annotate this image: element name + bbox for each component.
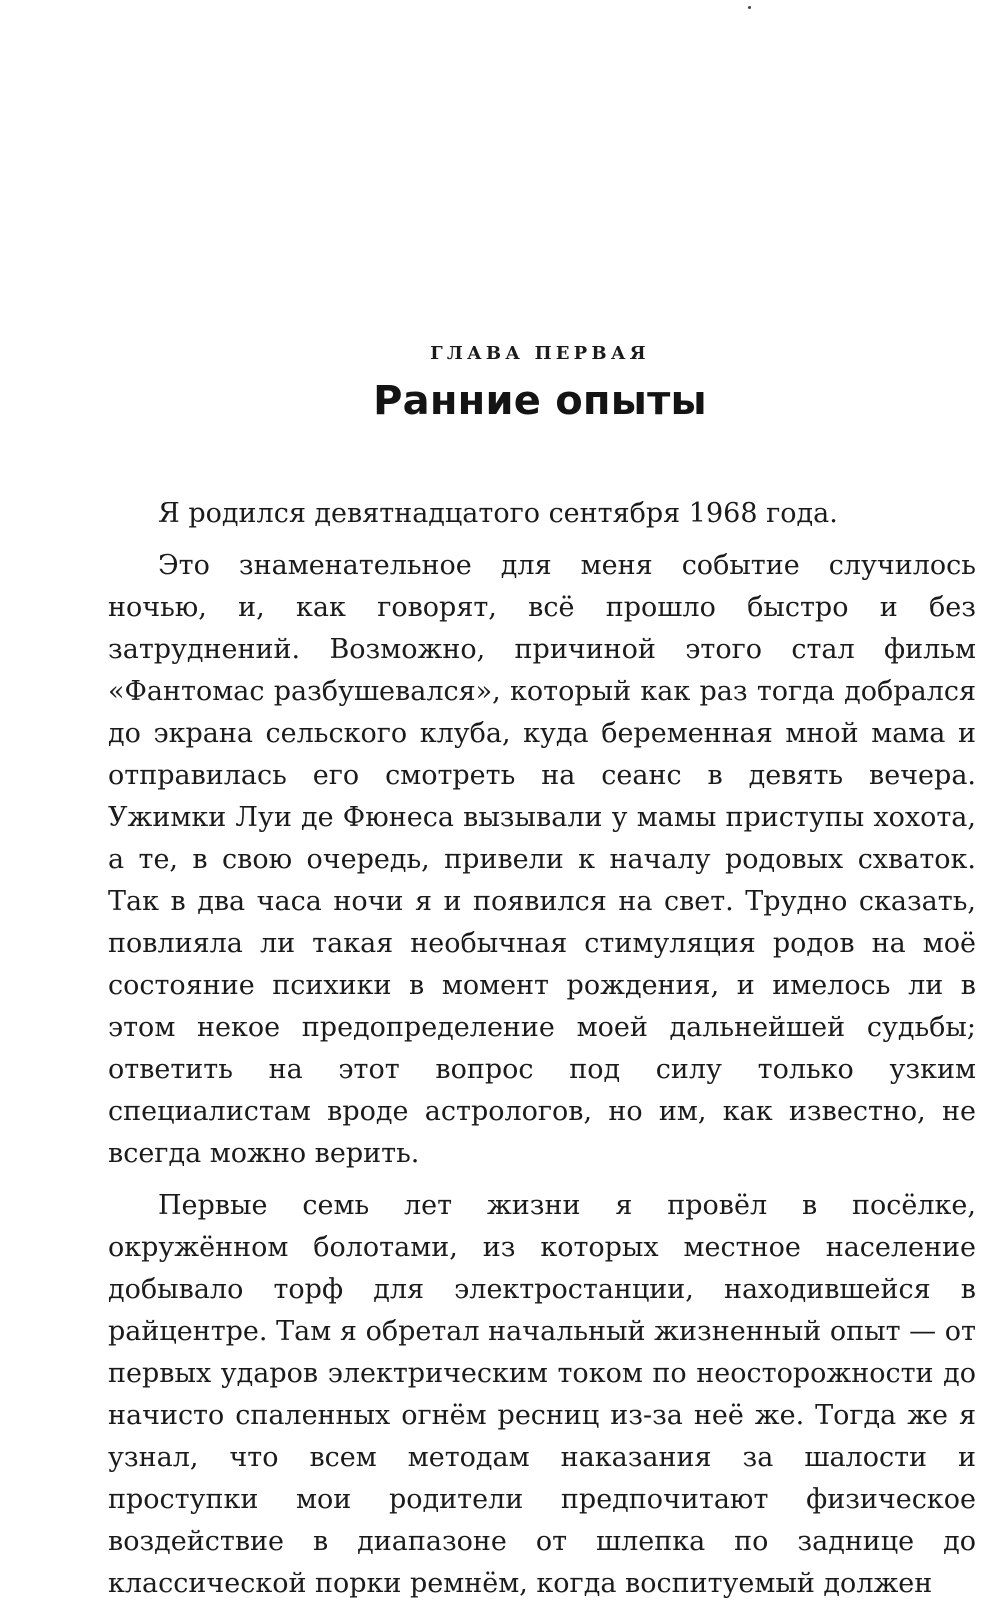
chapter-body: [108, 493, 976, 1605]
paragraph-2: Это знаменательное для меня событие случилось ночью, и, как говорят, всё прошло быстро и без затруднений. Возможно, причиной этого стал фильм «Фантомас разбушевался», который как раз тогда добрался до экрана сельского клуба, куда беременная мной мама и отправилась его смотреть на сеанс в девять вечера. Ужимки Луи де Фюнеса вызывали у мамы приступы хохота, а те, в свою очередь, привели к началу родовых схваток. Так в два часа ночи я и появился на свет. Трудно сказать, повлияла ли такая необычная стимуляция родов на моё состояние психики в момент рождения, и имелось ли в этом некое предопределение моей дальнейшей судьбы; ответить на этот вопрос под силу только узким специалистам вроде астрологов, но им, как известно, не всегда можно верить.: [108, 550, 976, 1169]
chapter-title: Ранние опыты: [373, 378, 707, 424]
paragraph-3: Первые семь лет жизни я провёл в посёлке, окружённом болотами, из которых местное население добывало торф для электростанции, находившейся в райцентре. Там я обретал начальный жизненный опыт — от первых ударов электрическим током по неосторожности до начисто спаленных огнём ресниц из-за неё же. Тогда же я узнал, что всем методам наказания за шалости и проступки мои родители предпочитают физическое воздействие в диапазоне от шлепка по заднице до классической порки ремнём, когда воспитуемый должен: [108, 1190, 976, 1599]
print-speck: [748, 6, 751, 9]
paragraph-1: Я родился девятнадцатого сентября 1968 года.: [158, 498, 838, 529]
chapter-label: ГЛАВА ПЕРВАЯ: [430, 343, 650, 364]
